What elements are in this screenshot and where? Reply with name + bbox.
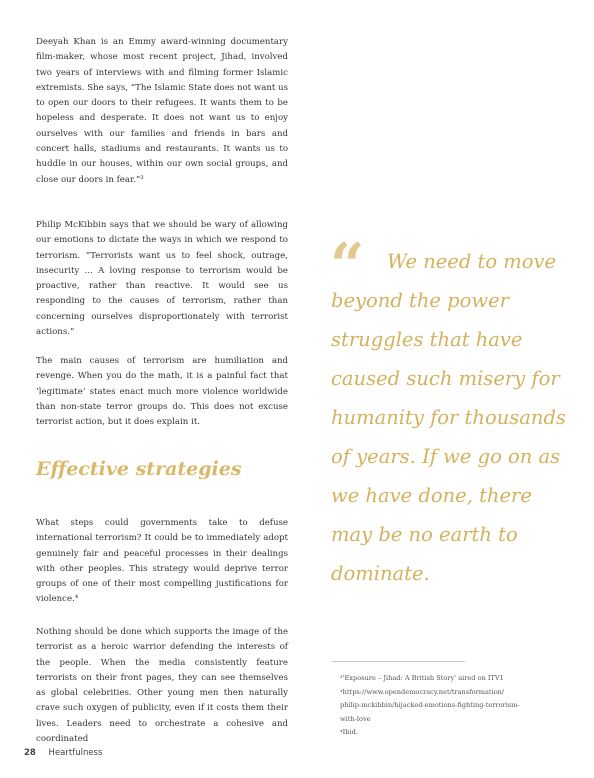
footnotes <box>340 672 550 740</box>
footnote-4-line-2: philip-mckibbin/hijacked-emotions-fighting-terrorism- <box>340 701 520 709</box>
paragraph-mckibbin: Philip McKibbin says that we should be wary of allowing our emotions to dictate the ways in which we respond to terrorism. “Terrorists want us to feel shock, outrage, insecurity … A loving response to terrorism would be proactive, rather than reactive. It would see us responding to the causes of terrorism, rather than concerning ourselves disproportionately with terrorist actions.” <box>36 220 288 338</box>
footnote-divider <box>332 661 465 662</box>
pull-quote: We need to move beyond the power struggles that have caused such misery for humanity for thousands of years. If we go on as we have done, there may be no earth to dominate. <box>331 250 566 585</box>
paragraph-khan: Deeyah Khan is an Emmy award-winning documentary film-maker, whose most recent project, Jihad, involved two years of interviews with and filming former Islamic extremists. She says, “The Islamic State does not want us to open our doors to their refugees. It wants them to be hopeless and desperate. It does not want us to enjoy ourselves with our families and friends in bars and concert halls, stadiums and restaurants. It wants us to huddle in our houses, within our own social groups, and close our doors in fear.”³ <box>36 37 288 185</box>
footnote-4-line-1: ⁴https://www.opendemocracy.net/transformation/ <box>340 687 505 696</box>
footnote-3: ³'Exposure – Jihad: A British Story' aired on ITV1 <box>340 674 504 682</box>
paragraph-media: Nothing should be done which supports the image of the terrorist as a heroic warrior defending the interests of the people. When the media consistently feature terrorists on their front pages, they can see themselves as global celebrities. Other young men then naturally crave such oxygen of publicity, even if it costs them their lives. Leaders need to orchestrate a cohesive and coordinated <box>36 627 288 745</box>
quote-mark-icon: “ <box>330 231 361 301</box>
publication-name: Heartfulness <box>48 748 103 758</box>
footnote-ibid: ⁴Ibid. <box>340 728 358 736</box>
page-footer <box>24 748 102 758</box>
footnote-4-line-3: with-love <box>340 714 371 723</box>
paragraph-steps: What steps could governments take to defuse international terrorism? It could be to immediately adopt genuinely fair and peaceful processes in their dealings with other peoples. This strategy would deprive terror groups of one of their most compelling justifications for violence.⁴ <box>36 518 288 605</box>
paragraph-causes: The main causes of terrorism are humiliation and revenge. When you do the math, it is a painful fact that ‘legitimate’ states enact much more violence worldwide than non-state terror groups do. This does not excuse terrorist action, but it does explain it. <box>36 356 288 428</box>
section-heading: Effective strategies <box>36 458 242 480</box>
page-number: 28 <box>24 748 36 758</box>
